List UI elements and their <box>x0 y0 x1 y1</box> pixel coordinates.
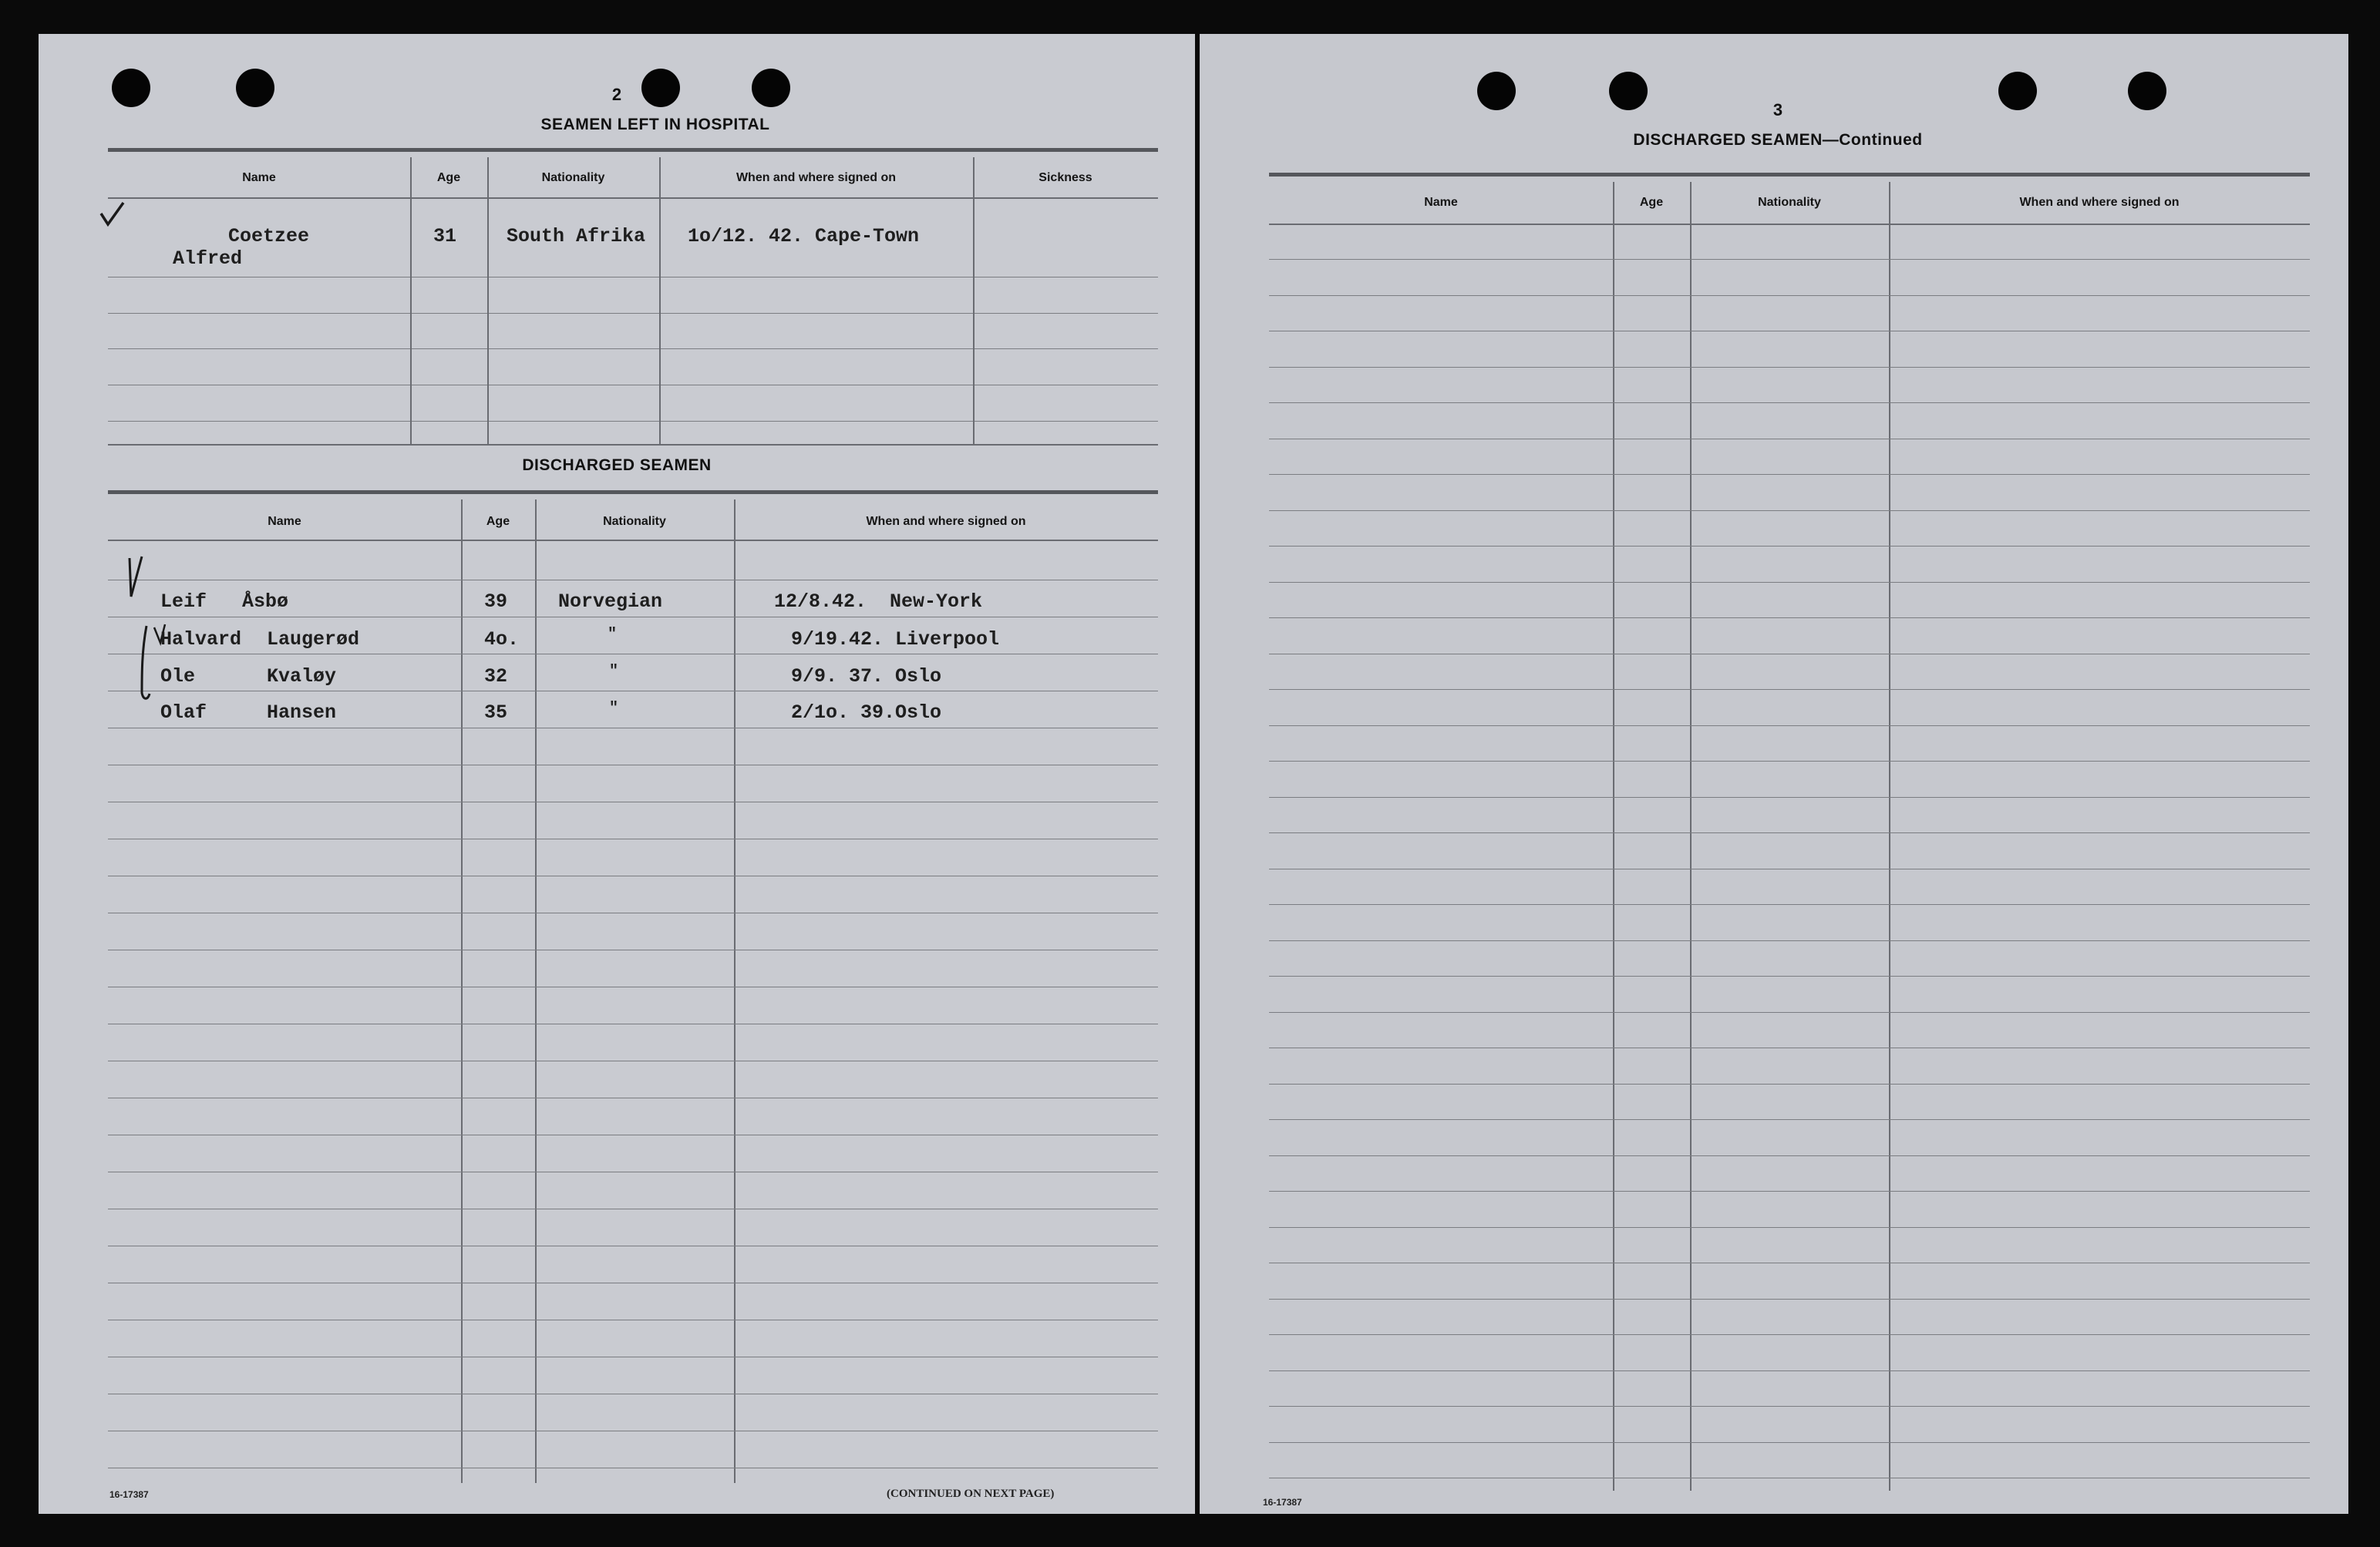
check-mark-icon <box>99 200 126 230</box>
punch-hole-icon <box>641 69 680 107</box>
seaman-first-name: Leif <box>160 590 207 613</box>
hospital-section-title: SEAMEN LEFT IN HOSPITAL <box>540 116 770 133</box>
seaman-signed-on: 2/1o. 39.Oslo <box>791 701 942 724</box>
page-number: 3 <box>1772 100 1783 119</box>
ruled-line <box>1269 1334 2310 1335</box>
ruled-line <box>1269 617 2310 618</box>
punch-hole-icon <box>1998 72 2037 110</box>
ruled-line <box>1269 1191 2310 1192</box>
seaman-nationality: " <box>608 626 618 644</box>
seaman-last-name: Åsbø <box>242 590 289 613</box>
punch-hole-icon <box>2128 72 2166 110</box>
punch-hole-icon <box>112 69 150 107</box>
ruled-line <box>1269 367 2310 368</box>
punch-hole-icon <box>1609 72 1648 110</box>
seaman-nationality: South Afrika <box>507 225 646 247</box>
punch-hole-icon <box>752 69 790 107</box>
ruled-line <box>1269 510 2310 511</box>
hospital-col-age: Age <box>436 171 461 184</box>
ruled-line <box>1269 1406 2310 1407</box>
continued-col-signed-on: When and where signed on <box>2019 196 2180 209</box>
discharged-col-name: Name <box>268 515 301 528</box>
discharged-continued-title: DISCHARGED SEAMEN—Continued <box>1633 131 1923 149</box>
ruled-line <box>1269 1155 2310 1156</box>
right-page <box>1200 34 2348 1514</box>
seaman-age: 31 <box>433 225 457 247</box>
seaman-last-name: Hansen <box>267 701 337 724</box>
hospital-col-signed-on: When and where signed on <box>736 171 897 184</box>
continued-col-name: Name <box>1424 196 1458 209</box>
continued-col-nationality: Nationality <box>1758 196 1821 209</box>
seaman-last-name: Laugerød <box>267 628 360 651</box>
ruled-line <box>1269 976 2310 977</box>
ruled-line <box>1269 295 2310 296</box>
seaman-age: 35 <box>484 701 508 724</box>
seaman-signed-on: 9/19.42. Liverpool <box>791 628 1000 651</box>
left-page <box>39 34 1195 1514</box>
ruled-line <box>1269 1084 2310 1085</box>
seaman-age: 39 <box>484 590 508 613</box>
page-number: 2 <box>611 85 622 104</box>
seaman-first-name: Alfred <box>173 247 243 270</box>
discharged-section-title: DISCHARGED SEAMEN <box>522 456 712 474</box>
ruled-line <box>1269 797 2310 798</box>
ruled-line <box>1269 832 2310 833</box>
seaman-first-name: Ole <box>160 665 196 688</box>
hospital-col-nationality: Nationality <box>541 171 605 184</box>
ruled-line <box>1269 1227 2310 1228</box>
ruled-line <box>1269 259 2310 260</box>
ruled-line <box>1269 689 2310 690</box>
seaman-signed-on: 12/8.42. New-York <box>774 590 983 613</box>
punch-hole-icon <box>1477 72 1516 110</box>
discharged-col-signed-on: When and where signed on <box>866 515 1026 528</box>
form-code: 16-17387 <box>109 1489 149 1500</box>
continued-note: (CONTINUED ON NEXT PAGE) <box>887 1488 1055 1500</box>
punch-hole-icon <box>236 69 274 107</box>
ruled-line <box>1269 1370 2310 1371</box>
ruled-line <box>1269 940 2310 941</box>
hospital-col-sickness: Sickness <box>1039 171 1092 184</box>
seaman-signed-on: 9/9. 37. Oslo <box>791 665 942 688</box>
seaman-nationality: Norvegian <box>558 590 663 613</box>
seaman-last-name: Coetzee <box>228 225 310 247</box>
seaman-first-name: Halvard <box>160 628 242 651</box>
seaman-age: 32 <box>484 665 508 688</box>
table-row <box>126 225 242 292</box>
continued-col-age: Age <box>1639 196 1664 209</box>
ruled-line <box>1269 1299 2310 1300</box>
seaman-signed-on: 1o/12. 42. Cape-Town <box>688 225 920 247</box>
ruled-line <box>1269 1119 2310 1120</box>
seaman-nationality: " <box>609 663 619 681</box>
ruled-line <box>1269 761 2310 762</box>
seaman-nationality: " <box>609 700 619 718</box>
seaman-last-name: Kvaløy <box>267 665 337 688</box>
ruled-line <box>1269 1012 2310 1013</box>
ruled-line <box>1269 474 2310 475</box>
discharged-col-age: Age <box>486 515 510 528</box>
ruled-line <box>1269 725 2310 726</box>
seaman-age: 4o. <box>484 628 520 651</box>
hospital-col-name: Name <box>242 171 276 184</box>
ruled-line <box>1269 904 2310 905</box>
ruled-line <box>1269 1442 2310 1443</box>
seaman-first-name: Olaf <box>160 701 207 724</box>
discharged-col-nationality: Nationality <box>603 515 666 528</box>
ruled-line <box>1269 582 2310 583</box>
ruled-line <box>1269 402 2310 403</box>
form-code: 16-17387 <box>1263 1497 1302 1508</box>
check-mark-icon <box>123 550 146 604</box>
